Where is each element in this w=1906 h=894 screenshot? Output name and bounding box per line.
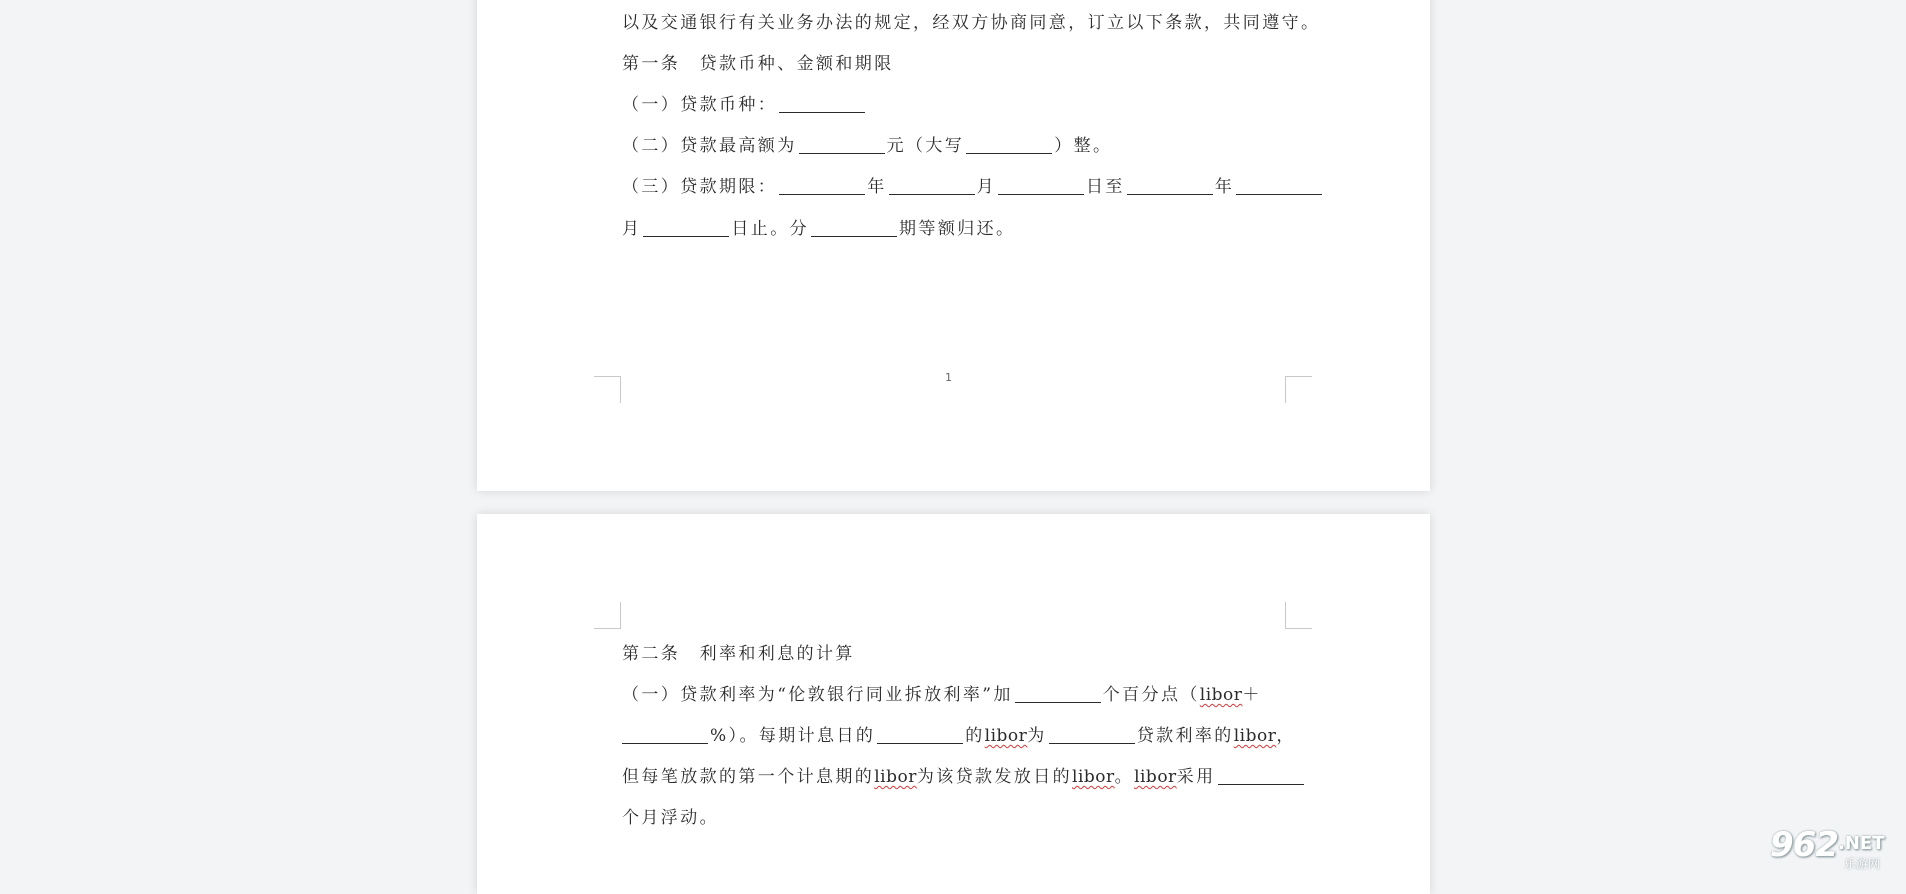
- blank-field[interactable]: [877, 725, 963, 744]
- margin-corner-bottom-left: [594, 376, 621, 403]
- watermark-number: 962: [1770, 825, 1838, 865]
- spellcheck-word: libor: [1199, 685, 1243, 705]
- spellcheck-word: libor: [1134, 767, 1177, 787]
- blank-field[interactable]: [966, 135, 1052, 154]
- spellcheck-word: libor: [1233, 726, 1277, 746]
- blank-field[interactable]: [889, 176, 975, 195]
- blank-field[interactable]: [998, 176, 1084, 195]
- watermark-subtitle: 乐游网: [1844, 857, 1881, 871]
- blank-field[interactable]: [1236, 176, 1322, 195]
- margin-corner-top-left: [594, 602, 621, 629]
- currency-line: （一）贷款币种：: [622, 94, 867, 116]
- document-page-1: [477, 0, 1430, 491]
- blank-field[interactable]: [799, 135, 885, 154]
- document-page-2: [477, 514, 1430, 894]
- blank-field[interactable]: [1049, 725, 1135, 744]
- margin-corner-bottom-right: [1285, 376, 1312, 403]
- interest-rate-line: （一）贷款利率为“伦敦银行同业拆放利率”加 个百分点（libor＋: [622, 685, 1262, 705]
- article-2-heading: 第二条 利率和利息的计算: [622, 644, 855, 664]
- floating-period-line: 个月浮动。: [622, 808, 719, 828]
- blank-field[interactable]: [779, 94, 865, 113]
- loan-term-line: （三）贷款期限： 年 月 日至 年: [622, 176, 1324, 198]
- first-period-line: 但每笔放款的第一个计息期的libor为该贷款发放日的libor。libor采用: [622, 766, 1306, 788]
- blank-field[interactable]: [1015, 684, 1101, 703]
- blank-field[interactable]: [643, 218, 729, 237]
- max-amount-line: （二）贷款最高额为 元（大写 ）整。: [622, 136, 1113, 156]
- article-1-heading: 第一条 贷款币种、金额和期限: [622, 54, 894, 74]
- blank-field[interactable]: [811, 218, 897, 237]
- blank-field[interactable]: [622, 725, 708, 744]
- paragraph-intro: 以及交通银行有关业务办法的规定，经双方协商同意，订立以下条款，共同遵守。: [622, 13, 1321, 33]
- loan-term-line-continued: 月 日止。分 期等额归还。: [622, 219, 1016, 239]
- spellcheck-word: libor: [874, 767, 917, 787]
- spellcheck-word: libor: [1072, 767, 1115, 787]
- spellcheck-word: libor: [984, 726, 1028, 746]
- blank-field[interactable]: [1127, 176, 1213, 195]
- interest-period-line: %）。每期计息日的 的libor为 贷款利率的libor，: [622, 725, 1296, 747]
- blank-field[interactable]: [1218, 766, 1304, 785]
- page-number: 1: [945, 371, 952, 384]
- watermark-suffix: .NET: [1838, 833, 1885, 854]
- margin-corner-top-right: [1285, 602, 1312, 629]
- blank-field[interactable]: [779, 176, 865, 195]
- site-watermark-logo: [1768, 825, 1900, 875]
